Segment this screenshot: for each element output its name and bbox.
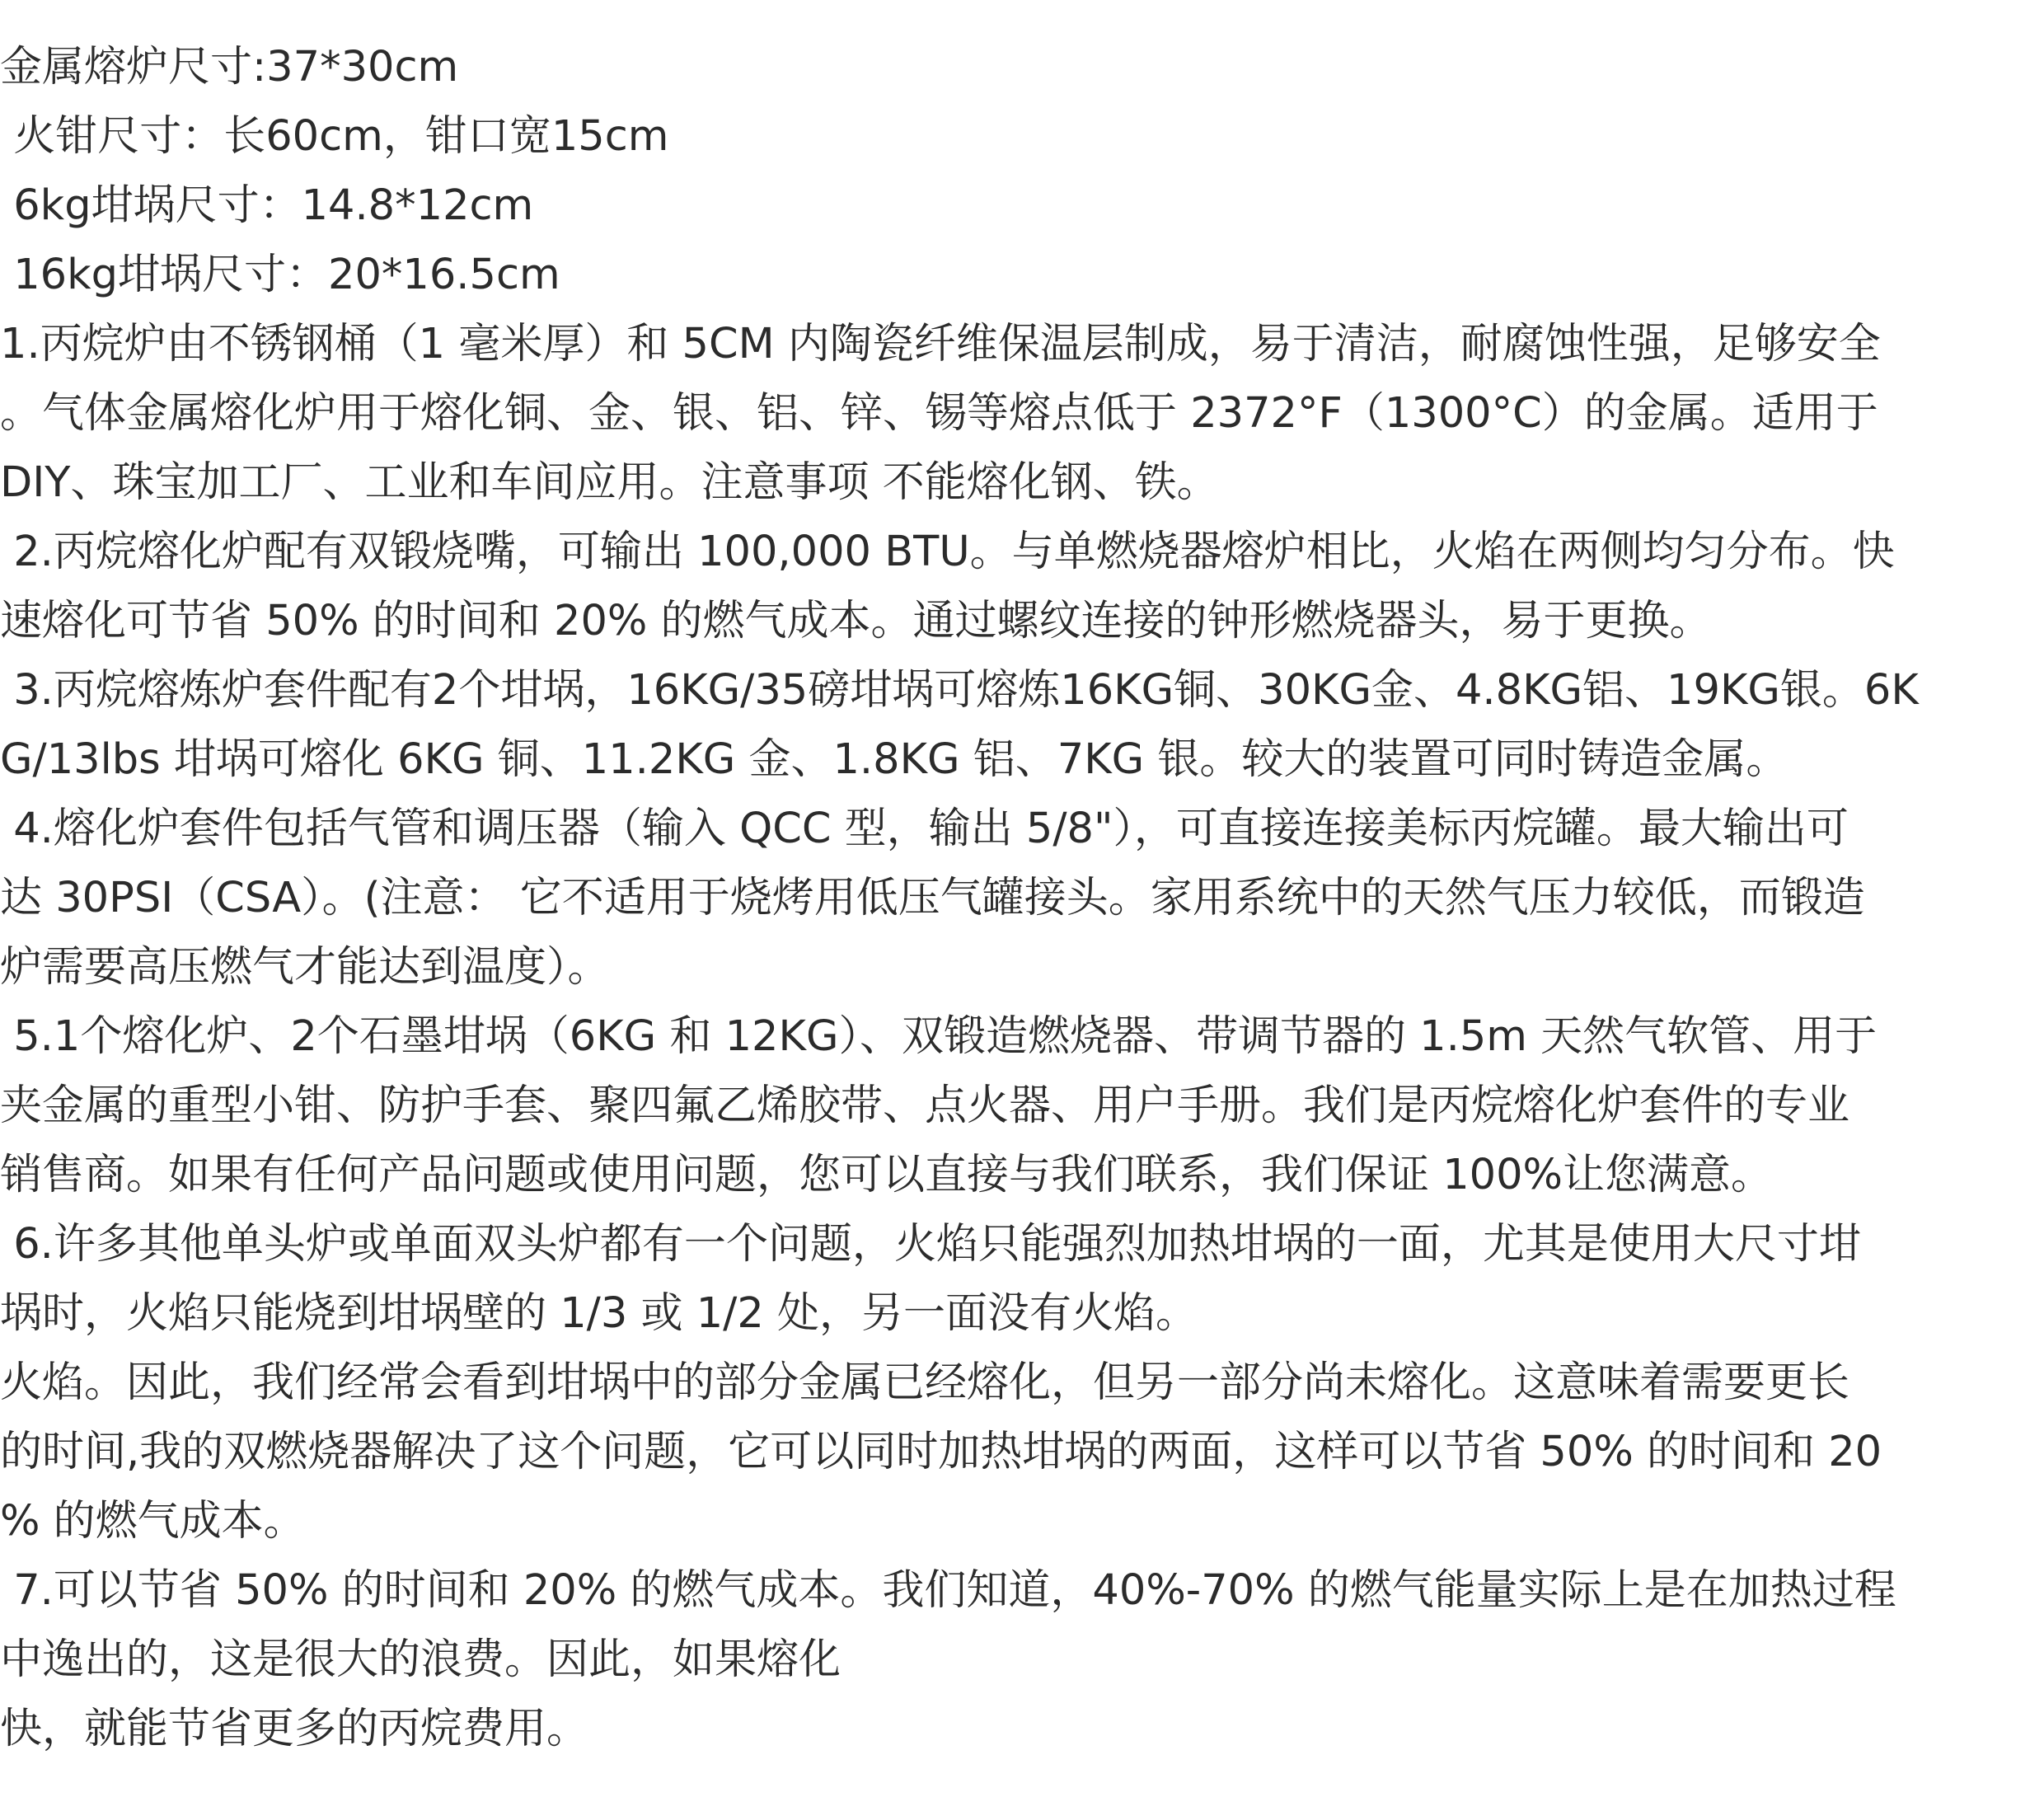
text-line: 中逸出的，这是很大的浪费。因此，如果熔化 bbox=[0, 1635, 842, 1684]
text-line: 6.许多其他单头炉或单面双头炉都有一个问题，火焰只能强烈加热坩埚的一面，尤其是使用大尺寸坩 bbox=[0, 1220, 1861, 1269]
text-line: % 的燃气成本。 bbox=[0, 1497, 306, 1546]
text-line: 速熔化可节省 50% 的时间和 20% 的燃气成本。通过螺纹连接的钟形燃烧器头，易于更换。 bbox=[0, 597, 1712, 645]
text-line: 2.丙烷熔化炉配有双锻烧嘴，可输出 100,000 BTU。与单燃烧器熔炉相比，火焰在两侧均匀分布。快 bbox=[0, 528, 1895, 576]
text-line: 。气体金属熔化炉用于熔化铜、金、银、铝、锌、锡等熔点低于 2372°F（1300°C）的金属。适用于 bbox=[0, 389, 1878, 438]
text-line: 7.可以节省 50% 的时间和 20% 的燃气成本。我们知道，40%-70% 的燃气能量实际上是在加热过程 bbox=[0, 1566, 1896, 1615]
text-line: 夹金属的重型小钳、防护手套、聚四氟乙烯胶带、点火器、用户手册。我们是丙烷熔化炉套件的专业 bbox=[0, 1081, 1850, 1130]
text-line: 销售商。如果有任何产品问题或使用问题，您可以直接与我们联系，我们保证 100%让您满意。 bbox=[0, 1151, 1774, 1199]
text-line: 16kg坩埚尺寸：20*16.5cm bbox=[0, 251, 560, 299]
text-line: 埚时，火焰只能烧到坩埚壁的 1/3 或 1/2 处，另一面没有火焰。 bbox=[0, 1289, 1198, 1338]
text-line: 火焰。因此，我们经常会看到坩埚中的部分金属已经熔化，但另一部分尚未熔化。这意味着需要更长 bbox=[0, 1358, 1850, 1407]
product-description bbox=[0, 33, 2044, 1764]
text-line: 5.1个熔化炉、2个石墨坩埚（6KG 和 12KG）、双锻造燃烧器、带调节器的 1.5m 天然气软管、用于 bbox=[0, 1012, 1878, 1061]
text-line: 1.丙烷炉由不锈钢桶（1 毫米厚）和 5CM 内陶瓷纤维保温层制成，易于清洁，耐腐蚀性强，足够安全 bbox=[0, 320, 1881, 368]
text-line: 的时间,我的双燃烧器解决了这个问题，它可以同时加热坩埚的两面，这样可以节省 50% 的时间和 20 bbox=[0, 1428, 1882, 1476]
text-line: 4.熔化炉套件包括气管和调压器（输入 QCC 型，输出 5/8"），可直接连接美标丙烷罐。最大输出可 bbox=[0, 805, 1849, 853]
text-line: 6kg坩埚尺寸：14.8*12cm bbox=[0, 181, 534, 230]
text-line: G/13lbs 坩埚可熔化 6KG 铜、11.2KG 金、1.8KG 铝、7KG 银。较大的装置可同时铸造金属。 bbox=[0, 735, 1788, 784]
text-line: 达 30PSI（CSA）。(注意： 它不适用于烧烤用低压气罐接头。家用系统中的天然气压力较低，而锻造 bbox=[0, 874, 1865, 922]
text-line: 快，就能节省更多的丙烷费用。 bbox=[0, 1705, 589, 1753]
text-line: 金属熔炉尺寸:37*30cm bbox=[0, 43, 459, 91]
text-line: DIY、珠宝加工厂、工业和车间应用。注意事项 不能熔化钢、铁。 bbox=[0, 458, 1219, 507]
text-line: 炉需要高压燃气才能达到温度）。 bbox=[0, 943, 610, 992]
text-line: 火钳尺寸：长60cm，钳口宽15cm bbox=[0, 112, 669, 161]
text-line: 3.丙烷熔炼炉套件配有2个坩埚，16KG/35磅坩埚可熔炼16KG铜、30KG金、4.8KG铝、19KG银。6K bbox=[0, 666, 1919, 715]
